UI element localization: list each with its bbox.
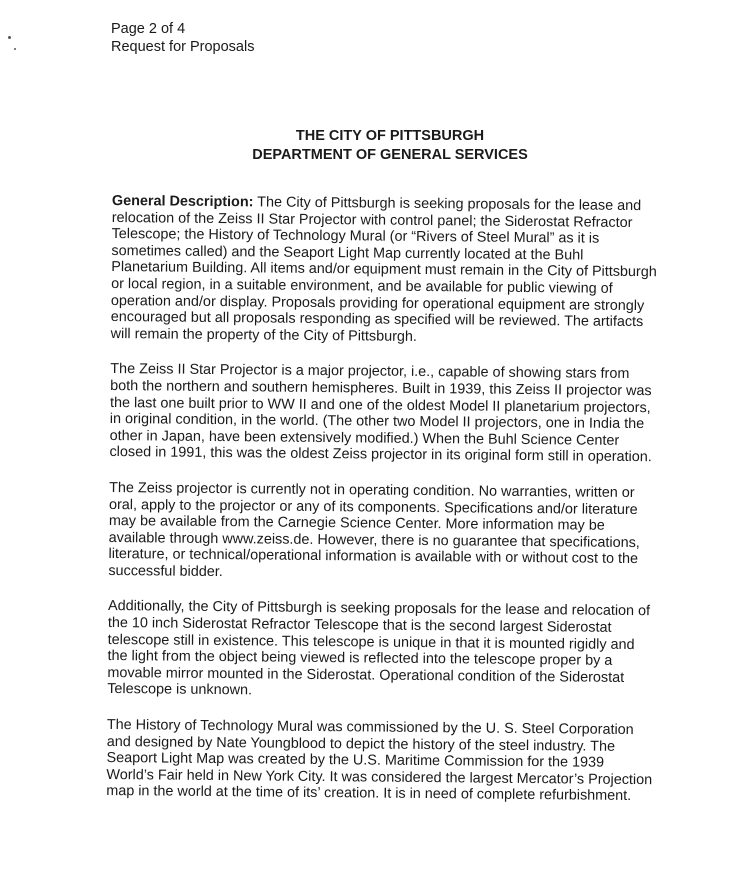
scan-speck: [14, 48, 16, 50]
city-title: THE CITY OF PITTSBURGH: [295, 128, 485, 144]
paragraph-zeiss-projector: The Zeiss II Star Projector is a major projector, i.e., capable of showing stars from both the northern and southern hemispheres. Built in 1939, this Zeiss II projector was the last one built prior to WW II and one of the oldest Model II planetarium projectors, in original condition, in the world. (The other two Model II projectors, one in India the other in Japan, have been extensively modified.) When the Buhl Science Center closed in 1991, this was the oldest Zeiss projector in its original form still in operation.: [109, 361, 652, 466]
document-title: [100, 127, 680, 165]
paragraph-zeiss-condition: The Zeiss projector is currently not in operating condition. No warranties, written or oral, apply to the projector or any of its components. Specifications and/or literature may be available from the Carnegie Science Center. More information may be available through www.zeiss.de. However, there is no guarantee that specifications, literature, or technical/operational information is available with or without cost to the successful bidder.: [108, 479, 640, 580]
paragraph-siderostat-telescope: Additionally, the City of Pittsburgh is seeking proposals for the lease and relocation of the 10 inch Siderostat Refractor Telescope that is the second largest Siderostat telescope still in existence. This telescope is unique in that it is mounted rigidly and the light from the object being viewed is reflected into the telescope proper by a movable mirror mounted in the Siderostat. Operational condition of the Siderostat Telescope is unknown.: [107, 598, 651, 699]
department-title: DEPARTMENT OF GENERAL SERVICES: [252, 147, 528, 163]
document-type: Request for Proposals: [111, 39, 255, 55]
paragraph-mural-and-map: The History of Technology Mural was commissioned by the U. S. Steel Corporation and designed by Nate Youngblood to depict the history of the steel industry. The Seaport Light Map was created by the U.S. Maritime Commission for the 1939 World’s Fair held in New York City. It was considered the largest Mercator’s Projection map in the world at the time of its’ creation. It is in need of complete refurbishment.: [106, 717, 653, 805]
page-number: Page 2 of 4: [111, 21, 186, 37]
general-description-text: The City of Pittsburgh is seeking proposals for the lease and relocation of the Zeiss II Star Projector with control panel; the Siderostat Refractor Telescope; the History of Technology Mural (or “Rivers of Steel Mural” as it is sometimes called) and the Seaport Light Map currently located at the Buhl Planetarium Building. All items and/or equipment must remain in the City of Pittsburgh or local region, in a suitable environment, and be available for public viewing of operation and/or display. Proposals providing for operational equipment are strongly encouraged but all proposals responding as specified will be reviewed. The artifacts will remain the property of the City of Pittsburgh.: [110, 194, 657, 345]
general-description-heading: General Description:: [111, 193, 254, 211]
scan-speck: [8, 36, 11, 39]
paragraph-general-description: [111, 193, 660, 348]
document-body: [106, 193, 660, 824]
page-header: [111, 20, 254, 56]
